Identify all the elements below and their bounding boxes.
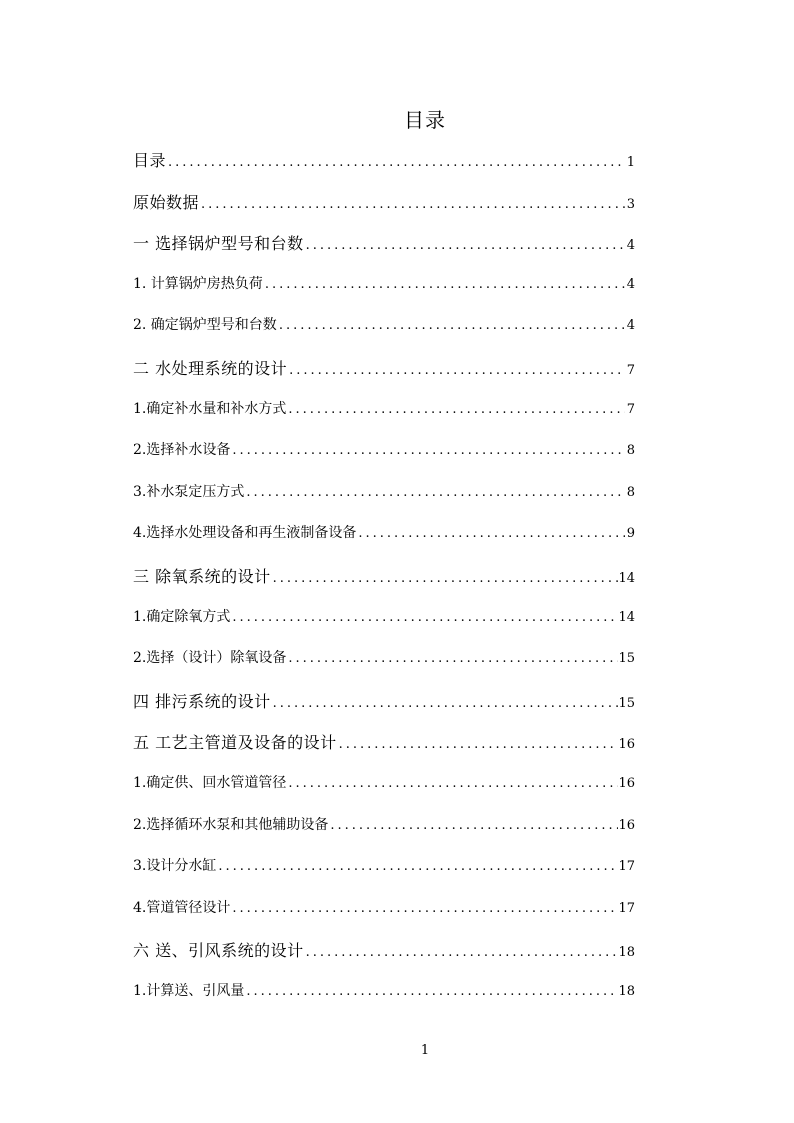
dot-leader (356, 526, 625, 541)
dot-leader (271, 571, 619, 586)
toc-entry[interactable] (133, 930, 635, 972)
toc-entry[interactable] (133, 598, 635, 640)
toc-entry-label: 1. 计算锅炉房热负荷 (133, 275, 263, 292)
dot-leader (166, 155, 625, 170)
toc-entry-page: 4 (626, 318, 635, 334)
toc-entry-page: 7 (626, 362, 635, 378)
toc-entry-label: 1.确定补水量和补水方式 (133, 400, 287, 417)
toc-entry-page: 9 (626, 526, 635, 542)
toc-entry[interactable] (133, 889, 635, 931)
page-title: 目录 (404, 108, 446, 132)
dot-leader (286, 651, 618, 666)
dot-leader (230, 443, 625, 458)
dot-leader (286, 402, 625, 417)
toc-entry-page: 1 (626, 155, 635, 170)
toc-entry-label: 四 排污系统的设计 (133, 691, 271, 711)
toc-entry[interactable] (133, 265, 635, 307)
table-of-contents (133, 140, 635, 1013)
toc-entry-page: 18 (618, 945, 635, 961)
toc-entry-page: 3 (626, 196, 635, 212)
dot-leader (277, 318, 625, 333)
dot-leader (230, 610, 618, 625)
dot-leader (230, 901, 618, 916)
toc-entry-label: 3.设计分水缸 (133, 858, 217, 875)
toc-entry[interactable] (133, 722, 635, 764)
toc-entry[interactable] (133, 390, 635, 432)
toc-entry-label: 原始数据 (133, 192, 200, 212)
dot-leader (244, 485, 625, 500)
toc-entry-label: 五 工艺主管道及设备的设计 (133, 733, 337, 753)
dot-leader (244, 984, 618, 999)
toc-entry-label: 3.补水泵定压方式 (133, 483, 245, 500)
toc-entry-page: 16 (618, 737, 635, 753)
toc-entry[interactable] (133, 764, 635, 806)
toc-entry[interactable] (133, 140, 635, 182)
toc-entry[interactable] (133, 348, 635, 390)
toc-entry[interactable] (133, 556, 635, 598)
toc-entry-label: 2.选择循环水泵和其他辅助设备 (133, 816, 329, 833)
toc-entry-page: 15 (618, 651, 635, 667)
toc-entry[interactable] (133, 514, 635, 556)
toc-entry-page: 16 (618, 775, 635, 791)
toc-entry[interactable] (133, 806, 635, 848)
dot-leader (304, 238, 625, 253)
toc-entry-label: 一 选择锅炉型号和台数 (133, 234, 304, 254)
dot-leader (216, 859, 618, 874)
toc-entry-page: 16 (618, 817, 635, 833)
toc-entry[interactable] (133, 639, 635, 681)
toc-entry-label: 1.确定供、回水管道管径 (133, 774, 287, 791)
toc-entry-label: 4.管道管径设计 (133, 899, 231, 916)
page-number: 1 (420, 1043, 430, 1058)
toc-entry-label: 1.确定除氧方式 (133, 608, 231, 625)
toc-entry-label: 4.选择水处理设备和再生液制备设备 (133, 525, 357, 542)
toc-entry-label: 二 水处理系统的设计 (133, 358, 288, 378)
toc-entry-label: 三 除氧系统的设计 (133, 566, 271, 586)
toc-entry-page: 17 (618, 900, 635, 916)
dot-leader (263, 277, 625, 292)
toc-entry-page: 14 (618, 570, 635, 586)
toc-entry-page: 4 (626, 276, 635, 292)
toc-entry[interactable] (133, 847, 635, 889)
toc-entry-label: 六 送、引风系统的设计 (133, 941, 304, 961)
dot-leader (199, 197, 625, 212)
toc-entry[interactable] (133, 306, 635, 348)
toc-entry-label: 2.选择补水设备 (133, 442, 231, 459)
toc-entry-page: 14 (618, 609, 635, 625)
toc-entry[interactable] (133, 473, 635, 515)
dot-leader (271, 696, 619, 711)
toc-entry-label: 2. 确定锅炉型号和台数 (133, 317, 277, 334)
dot-leader (328, 818, 618, 833)
toc-entry[interactable] (133, 431, 635, 473)
dot-leader (304, 945, 619, 960)
toc-entry[interactable] (133, 681, 635, 723)
toc-entry-page: 7 (626, 401, 635, 417)
toc-entry-label: 目录 (133, 151, 167, 170)
toc-entry-label: 2.选择（设计）除氧设备 (133, 650, 287, 667)
toc-entry[interactable] (133, 972, 635, 1014)
dot-leader (287, 363, 625, 378)
dot-leader (286, 776, 618, 791)
toc-entry[interactable] (133, 182, 635, 224)
toc-entry-page: 15 (618, 695, 635, 711)
toc-entry-page: 17 (618, 859, 635, 875)
dot-leader (337, 737, 619, 752)
toc-entry[interactable] (133, 223, 635, 265)
toc-entry-label: 1.计算送、引风量 (133, 982, 245, 999)
toc-entry-page: 4 (626, 238, 635, 254)
toc-entry-page: 8 (626, 443, 635, 459)
toc-entry-page: 18 (618, 983, 635, 999)
toc-entry-page: 8 (626, 484, 635, 500)
